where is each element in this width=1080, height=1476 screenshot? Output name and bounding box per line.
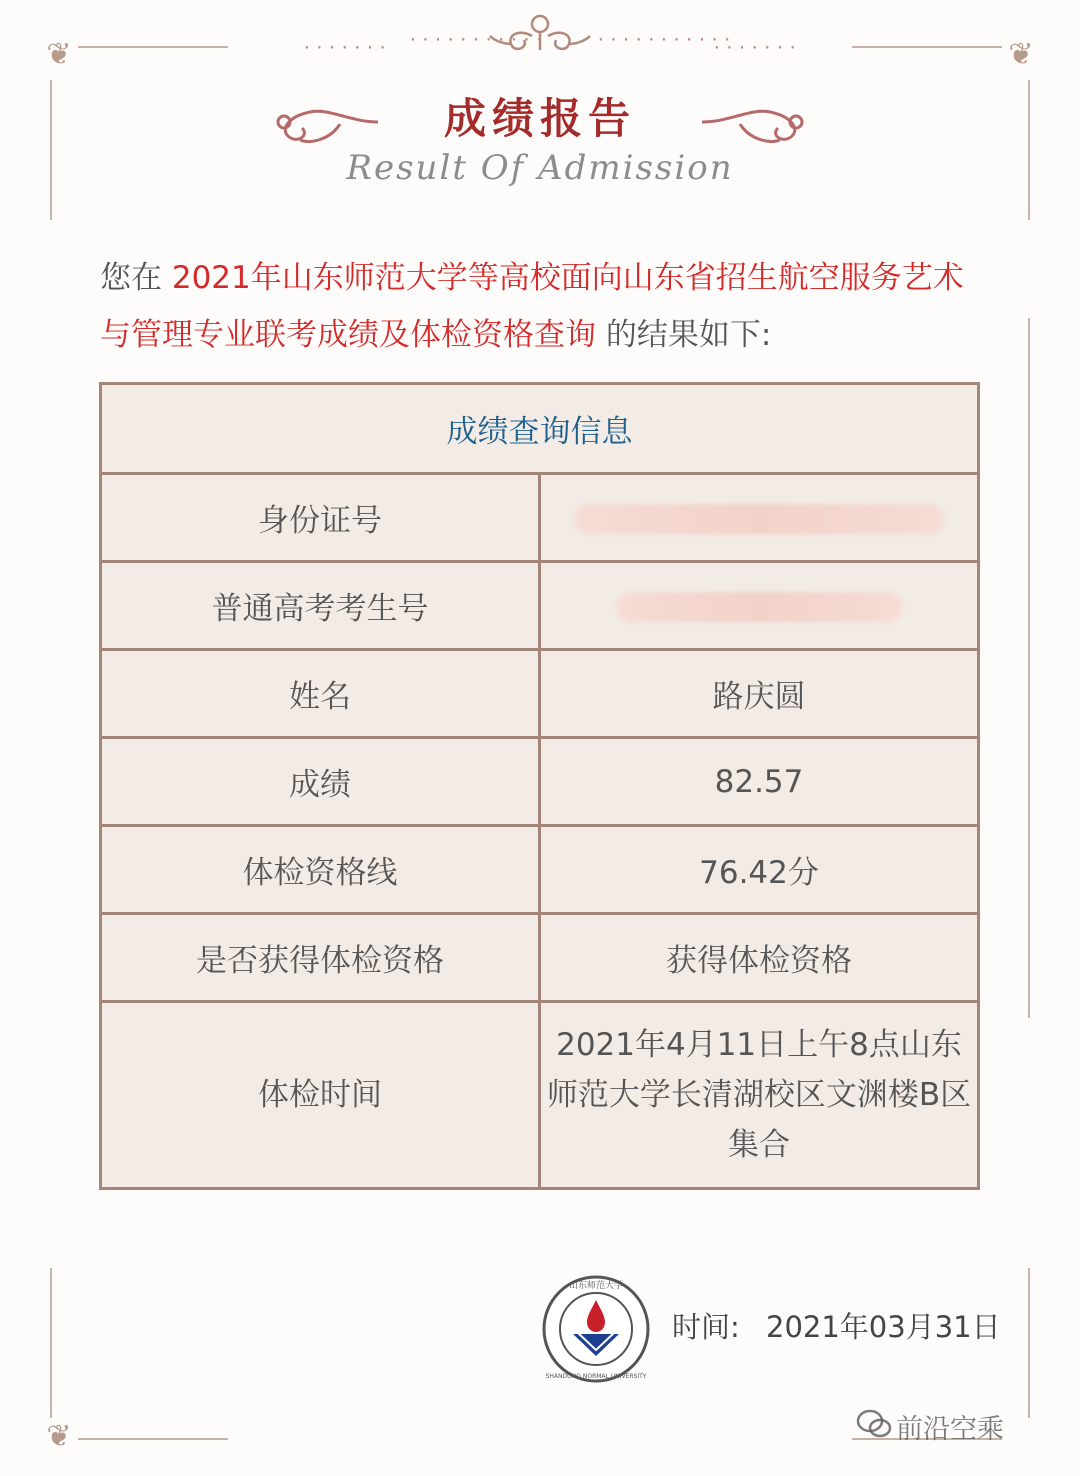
table-row [101, 562, 979, 650]
score-label: 成绩 [101, 738, 540, 826]
table-row [101, 738, 979, 826]
table-row [101, 1002, 979, 1189]
redacted-id-number [574, 504, 944, 534]
name-label: 姓名 [101, 650, 540, 738]
qualification-line-label: 体检资格线 [101, 826, 540, 914]
intro-exam-name: 2021年山东师范大学等高校面向山东省招生航空服务艺术与管理专业联考成绩及体检资格查询 [100, 260, 964, 353]
corner-flourish-icon: ❦ [46, 1419, 72, 1454]
score-value: 82.57 [540, 738, 979, 826]
university-seal-logo [541, 1274, 651, 1384]
frame-top-left-line [78, 46, 228, 48]
date-label: 时间: [672, 1310, 740, 1344]
score-table [99, 382, 980, 1190]
intro-suffix: 的结果如下: [605, 317, 772, 353]
frame-right-middle-line [1028, 318, 1030, 1018]
exam-number-value [540, 562, 979, 650]
intro-prefix: 您在 [100, 260, 162, 296]
table-row [101, 914, 979, 1002]
qualified-value: 获得体检资格 [540, 914, 979, 1002]
top-dots-left: ······· [302, 38, 391, 57]
id-number-value [540, 474, 979, 562]
date-value: 2021年03月31日 [766, 1310, 1001, 1344]
top-dots-right: ······· [712, 38, 801, 57]
top-dots-mid-right: ··········· [596, 30, 735, 49]
frame-top-right-line [852, 46, 1002, 48]
table-row [101, 826, 979, 914]
seal-text: 山东师范大学 [568, 1281, 624, 1291]
table-row [101, 474, 979, 562]
exam-time-label: 体检时间 [101, 1002, 540, 1189]
frame-left-lower-line [50, 1268, 52, 1418]
corner-flourish-icon: ❦ [46, 37, 72, 72]
report-subtitle: Result Of Admission [346, 148, 734, 188]
name-value: 路庆圆 [540, 650, 979, 738]
qualified-label: 是否获得体检资格 [101, 914, 540, 1002]
corner-flourish-icon: ❦ [1008, 37, 1034, 72]
top-dots-mid-left: ··········· [408, 30, 547, 49]
redacted-exam-number [617, 592, 902, 622]
exam-time-value: 2021年4月11日上午8点山东师范大学长清湖校区文渊楼B区集合 [540, 1002, 979, 1189]
seal-english-text: SHANDONG NORMAL UNIVERSITY [545, 1373, 647, 1380]
table-header-row [101, 384, 979, 474]
id-number-label: 身份证号 [101, 474, 540, 562]
wechat-icon [856, 1408, 892, 1440]
frame-right-lower-line [1028, 1268, 1030, 1418]
top-ornament-icon [488, 6, 592, 54]
frame-bottom-left-line [78, 1438, 228, 1440]
qualification-line-value: 76.42分 [540, 826, 979, 914]
watermark-text: 前沿空乘 [896, 1414, 1004, 1445]
exam-number-label: 普通高考考生号 [101, 562, 540, 650]
table-header: 成绩查询信息 [101, 384, 979, 474]
report-title: 成绩报告 [443, 94, 636, 143]
intro-text [100, 250, 980, 364]
table-row [101, 650, 979, 738]
